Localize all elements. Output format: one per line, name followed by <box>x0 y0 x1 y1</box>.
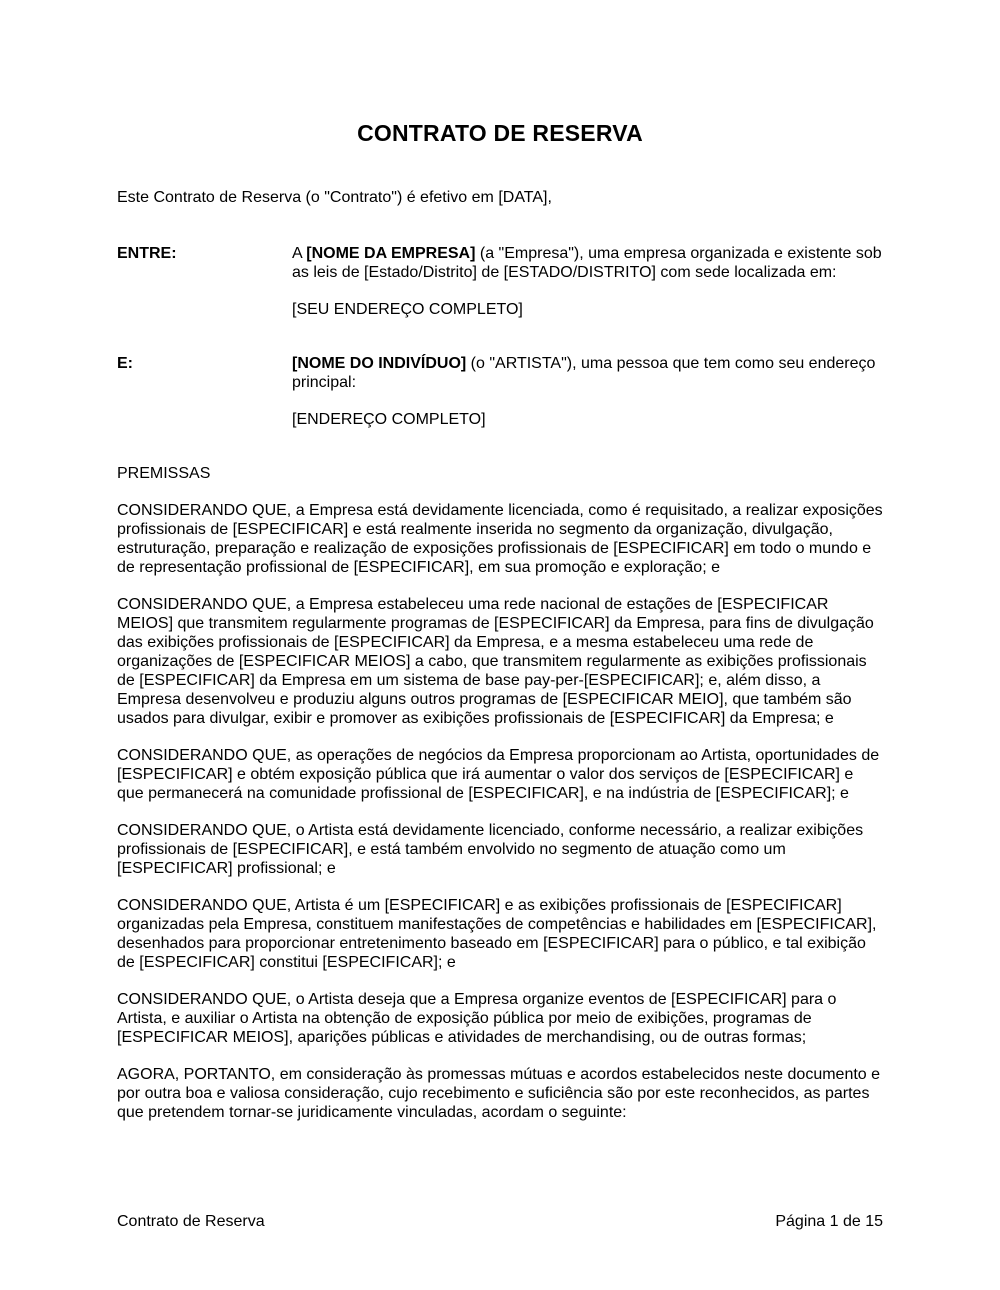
party-description-artist <box>292 354 883 392</box>
party-description-company <box>292 244 883 282</box>
party-rest: (o "ARTISTA"), uma pessoa que tem como seu endereço principal: <box>292 355 876 391</box>
party-body-e <box>292 354 883 429</box>
recital-paragraph-3: CONSIDERANDO QUE, as operações de negócios da Empresa proporcionam ao Artista, oportunidades de [ESPECIFICAR] e obtém exposição pública que irá aumentar o valor dos serviços de [ESPECIFICAR] e que permanecerá na comunidade profissional de [ESPECIFICAR], e na indústria de [ESPECIFICAR]; e <box>117 747 880 802</box>
party-address-company: [SEU ENDEREÇO COMPLETO] <box>292 301 523 318</box>
page-footer <box>117 1212 883 1231</box>
party-name-placeholder: [NOME DA EMPRESA] <box>306 245 476 262</box>
recital-paragraph-5: CONSIDERANDO QUE, Artista é um [ESPECIFICAR] e as exibições profissionais de [ESPECIFICAR] organizadas pela Empresa, constituem manifestações de competências e habilidades em [ESPECIFICAR], desenhados para proporcionar entretenimento baseado em [ESPECIFICAR] para o público, e tal exibição de [ESPECIFICAR] constitui [ESPECIFICAR]; e <box>117 897 877 971</box>
party-label-entre: ENTRE: <box>117 245 177 262</box>
party-rest: (a "Empresa"), uma empresa organizada e existente sob as leis de [Estado/Distrito] de [ESTADO/DISTRITO] com sede localizada em: <box>292 245 882 281</box>
intro-paragraph: Este Contrato de Reserva (o "Contrato") é efetivo em [DATA], <box>117 189 552 206</box>
party-name-placeholder: [NOME DO INDIVÍDUO] <box>292 355 467 372</box>
recital-paragraph-1: CONSIDERANDO QUE, a Empresa está devidamente licenciada, como é requisitado, a realizar exposições profissionais de [ESPECIFICAR] e está realmente inserida no segmento da organização, divulgação, estruturação, preparação e realização de exposições profissionais de [ESPECIFICAR] em todo o mundo e de representação profissional de [ESPECIFICAR], em sua promoção e exploração; e <box>117 502 883 576</box>
agreement-clause-paragraph: AGORA, PORTANTO, em consideração às promessas mútuas e acordos estabelecidos neste documento e por outra boa e valiosa consideração, cujo recebimento e suficiência são por este reconhecidos, as partes que pretendem tornar-se juridicamente vinculadas, acordam o seguinte: <box>117 1066 881 1121</box>
footer-page-number: Página 1 de 15 <box>775 1213 883 1230</box>
party-label-e: E: <box>117 355 133 372</box>
premises-heading: PREMISSAS <box>117 465 211 482</box>
recital-paragraph-2: CONSIDERANDO QUE, a Empresa estabeleceu uma rede nacional de estações de [ESPECIFICAR MEIOS] que transmitem regularmente programas de [ESPECIFICAR] da Empresa, para fins de divulgação das exibições profissionais de [ESPECIFICAR] da Empresa, e a mesma estabeleceu uma rede de organizações de [ESPECIFICAR MEIOS] a cabo, que transmitem regularmente as exibições profissionais de [ESPECIFICAR] da Empresa em um sistema de base pay-per-[ESPECIFICAR]; e, além disso, a Empresa desenvolveu e produziu alguns outros programas de [ESPECIFICAR MEIO], que também são usados para divulgar, exibir e promover as exibições profissionais de [ESPECIFICAR] da Empresa; e <box>117 596 874 727</box>
recital-paragraph-4: CONSIDERANDO QUE, o Artista está devidamente licenciado, conforme necessário, a realizar exibições profissionais de [ESPECIFICAR], e está também envolvido no segmento de atuação como um [ESPECIFICAR] profissional; e <box>117 822 864 877</box>
document-title: CONTRATO DE RESERVA <box>357 120 643 146</box>
party-row-entre <box>117 244 883 319</box>
party-address-artist: [ENDEREÇO COMPLETO] <box>292 411 486 428</box>
party-body-entre <box>292 244 883 319</box>
recital-paragraph-6: CONSIDERANDO QUE, o Artista deseja que a Empresa organize eventos de [ESPECIFICAR] para o Artista, e auxiliar o Artista na obtenção de exposição pública por meio de exibições, programas de [ESPECIFICAR MEIOS], aparições públicas e atividades de merchandising, ou de outras formas; <box>117 991 837 1046</box>
party-row-e <box>117 354 883 429</box>
footer-document-name: Contrato de Reserva <box>117 1213 265 1230</box>
party-lead: A <box>292 245 307 262</box>
